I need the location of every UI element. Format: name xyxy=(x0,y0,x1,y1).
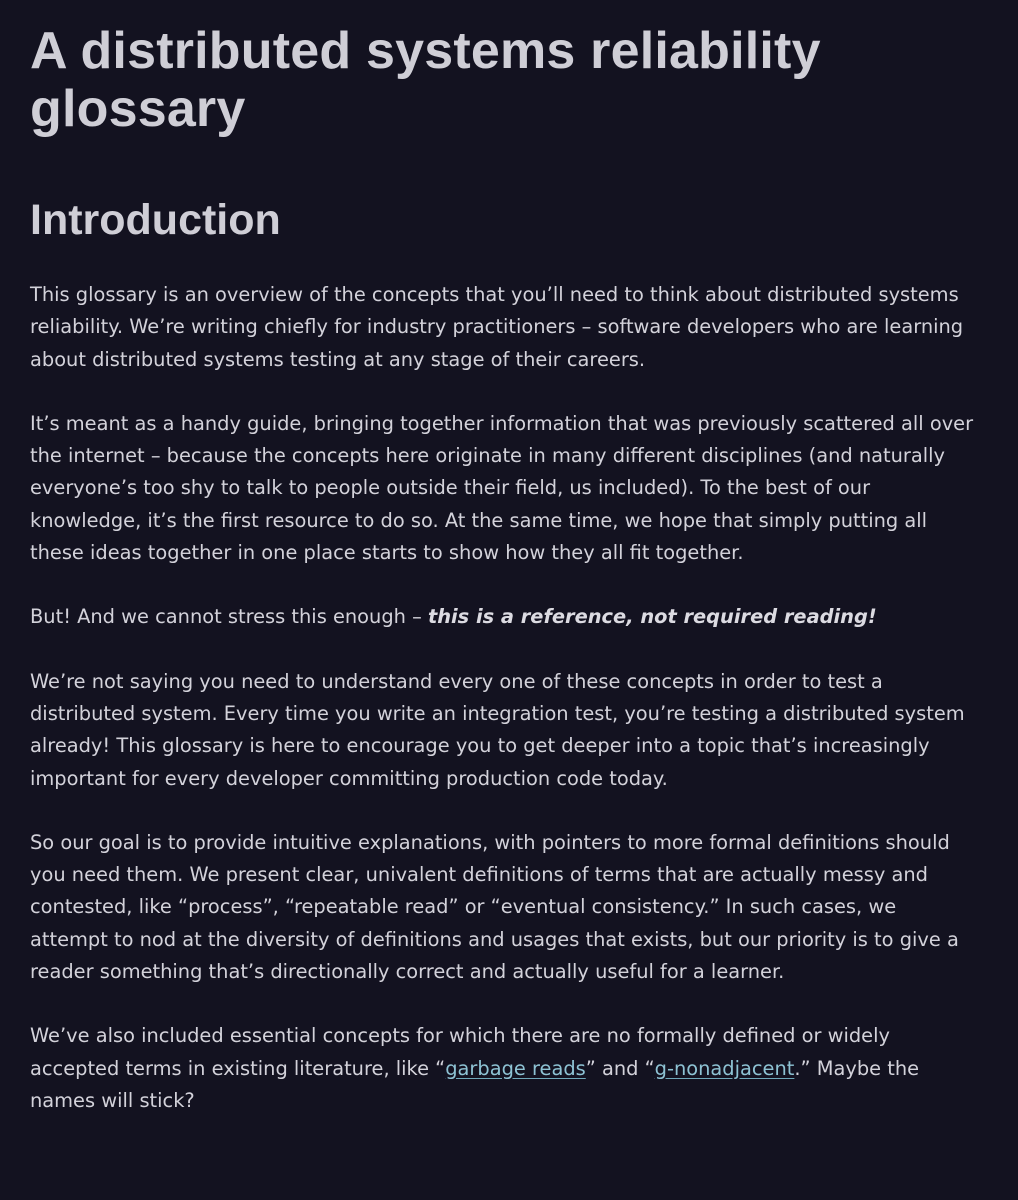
paragraph-handy-guide: It’s meant as a handy guide, bringing together information that was previously scattered all over the internet – because the concepts here originate in many different disciplines (and naturally everyone’s too shy to talk to people outside their field, us included). To the best of our knowledge, it’s the first resource to do so. At the same time, we hope that simply putting all these ideas together in one place starts to show how they all fit together. xyxy=(30,411,974,565)
paragraph-essential-concepts xyxy=(30,1020,980,1117)
paragraph-reference-note xyxy=(30,601,980,633)
paragraph-goal: So our goal is to provide intuitive explanations, with pointers to more formal definitions should you need them. We present clear, univalent definitions of terms that are actually messy and contested, like “process”, “repeatable read” or “eventual consistency.” In such cases, we attempt to nod at the diversity of definitions and usages that exists, but our priority is to give a reader something that’s directionally correct and actually useful for a learner. xyxy=(30,830,959,984)
reference-note-emphasis: this is a reference, not required reading! xyxy=(427,605,877,629)
page-title: A distributed systems reliability glossary xyxy=(30,22,821,138)
paragraph-not-required: We’re not saying you need to understand every one of these concepts in order to test a distributed system. Every time you write an integration test, you’re testing a distributed system already! This glossary is here to encourage you to get deeper into a topic that’s increasingly important for every developer committing production code today. xyxy=(30,669,965,790)
paragraph-overview: This glossary is an overview of the concepts that you’ll need to think about distributed systems reliability. We’re writing chiefly for industry practitioners – software developers who are learning about distributed systems testing at any stage of their careers. xyxy=(30,283,964,371)
reference-note-lead: But! And we cannot stress this enough – xyxy=(30,605,428,629)
g-nonadjacent-link[interactable]: g-nonadjacent xyxy=(654,1056,795,1080)
garbage-reads-link[interactable]: garbage reads xyxy=(445,1056,586,1080)
essential-concepts-text-2: ” and “ xyxy=(585,1056,655,1080)
essential-concepts-text-1: We’ve also included essential concepts for which there are no formally defined or widely accepted terms in existing literature, like “ xyxy=(30,1024,890,1080)
section-heading-introduction: Introduction xyxy=(30,196,281,244)
essential-concepts-text-3: .” Maybe the names will stick? xyxy=(30,1056,920,1112)
article-body xyxy=(30,279,980,1149)
